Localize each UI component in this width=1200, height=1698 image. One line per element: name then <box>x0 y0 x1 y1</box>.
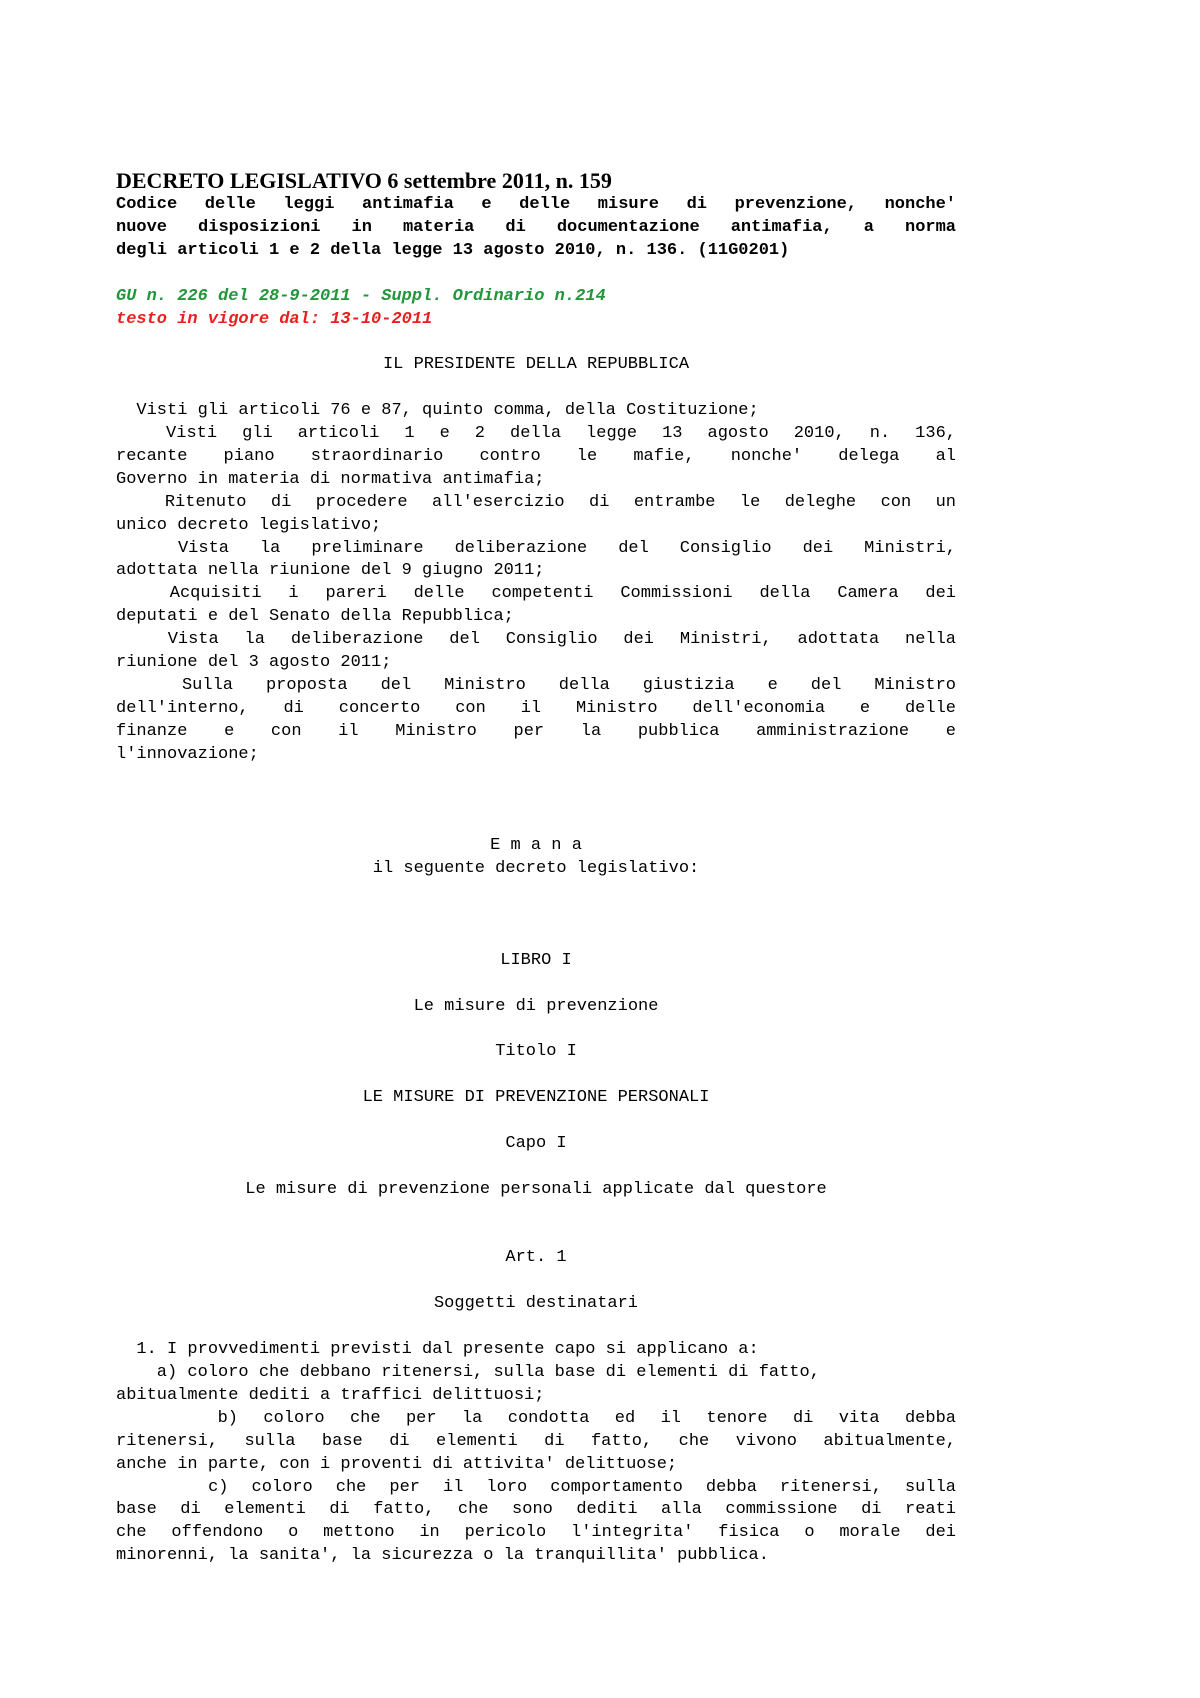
text-line: Visti gli articoli 1 e 2 della legge 13 agosto 2010, n. 136, <box>116 424 956 444</box>
text-line: Ritenuto di procedere all'esercizio di entrambe le deleghe con un <box>116 492 956 512</box>
text-line: finanze e con il Ministro per la pubblica amministrazione e <box>116 721 956 741</box>
gazzetta-reference: GU n. 226 del 28-9-2011 - Suppl. Ordinario n.214 <box>116 286 606 306</box>
text-line: l'innovazione; <box>116 744 259 764</box>
text-line: Vista la preliminare deliberazione del Consiglio dei Ministri, <box>116 538 956 558</box>
decree-title: DECRETO LEGISLATIVO 6 settembre 2011, n. 159 <box>116 168 612 193</box>
decree-subtitle <box>116 194 956 263</box>
article-title: Soggetti destinatari <box>433 1294 639 1314</box>
titolo-heading: Titolo I <box>495 1042 577 1062</box>
subtitle-line: degli articoli 1 e 2 della legge 13 agosto 2010, n. 136. (11G0201) <box>116 240 790 260</box>
text-line: base di elementi di fatto, che sono dediti alla commissione di reati <box>116 1500 956 1520</box>
article-text <box>116 1339 956 1568</box>
emana-heading: E m a n a <box>490 836 582 856</box>
article-heading: Art. 1 <box>505 1248 567 1268</box>
text-line: 1. I provvedimenti previsti dal presente capo si applicano a: <box>116 1340 759 1360</box>
text-line: unico decreto legislativo; <box>116 515 382 535</box>
text-line: Governo in materia di normativa antimafia; <box>116 469 545 489</box>
text-line: riunione del 3 agosto 2011; <box>116 653 392 673</box>
libro-heading: LIBRO I <box>500 950 572 970</box>
text-line: minorenni, la sanita', la sicurezza o la tranquillita' pubblica. <box>116 1546 769 1566</box>
text-line: deputati e del Senato della Repubblica; <box>116 607 514 627</box>
titolo-title: LE MISURE DI PREVENZIONE PERSONALI <box>362 1088 710 1108</box>
text-line: anche in parte, con i proventi di attivita' delittuose; <box>116 1454 678 1474</box>
capo-heading: Capo I <box>505 1133 567 1153</box>
text-line: dell'interno, di concerto con il Ministro dell'economia e delle <box>116 698 956 718</box>
document-page <box>116 168 956 1568</box>
text-line: a) coloro che debbano ritenersi, sulla base di elementi di fatto, <box>116 1362 820 1382</box>
in-vigore-date: testo in vigore dal: 13-10-2011 <box>116 309 433 329</box>
text-line: ritenersi, sulla base di elementi di fatto, che vivono abitualmente, <box>116 1431 956 1451</box>
enactment-formula: il seguente decreto legislativo: <box>372 859 700 879</box>
subtitle-line: Codice delle leggi antimafia e delle misure di prevenzione, nonche' <box>116 195 956 214</box>
text-line: b) coloro che per la condotta ed il tenore di vita debba <box>116 1408 956 1428</box>
text-line: che offendono o mettono in pericolo l'integrita' fisica o morale dei <box>116 1523 956 1543</box>
text-line: recante piano straordinario contro le mafie, nonche' delega al <box>116 446 956 466</box>
text-line: Acquisiti i pareri delle competenti Commissioni della Camera dei <box>116 584 957 604</box>
text-line: c) coloro che per il loro comportamento debba ritenersi, sulla <box>116 1477 956 1497</box>
capo-title: Le misure di prevenzione personali applicate dal questore <box>245 1179 827 1199</box>
president-heading: IL PRESIDENTE DELLA REPUBBLICA <box>382 355 690 375</box>
libro-title: Le misure di prevenzione <box>413 996 659 1016</box>
text-line: adottata nella riunione del 9 giugno 2011; <box>116 561 545 581</box>
text-line: Visti gli articoli 76 e 87, quinto comma, della Costituzione; <box>116 401 759 421</box>
text-line: abitualmente dediti a traffici delittuosi; <box>116 1385 545 1405</box>
preamble-text <box>116 400 956 767</box>
subtitle-line: nuove disposizioni in materia di documentazione antimafia, a norma <box>116 217 956 237</box>
text-line: Vista la deliberazione del Consiglio dei Ministri, adottata nella <box>116 630 956 650</box>
text-line: Sulla proposta del Ministro della giustizia e del Ministro <box>116 675 956 695</box>
